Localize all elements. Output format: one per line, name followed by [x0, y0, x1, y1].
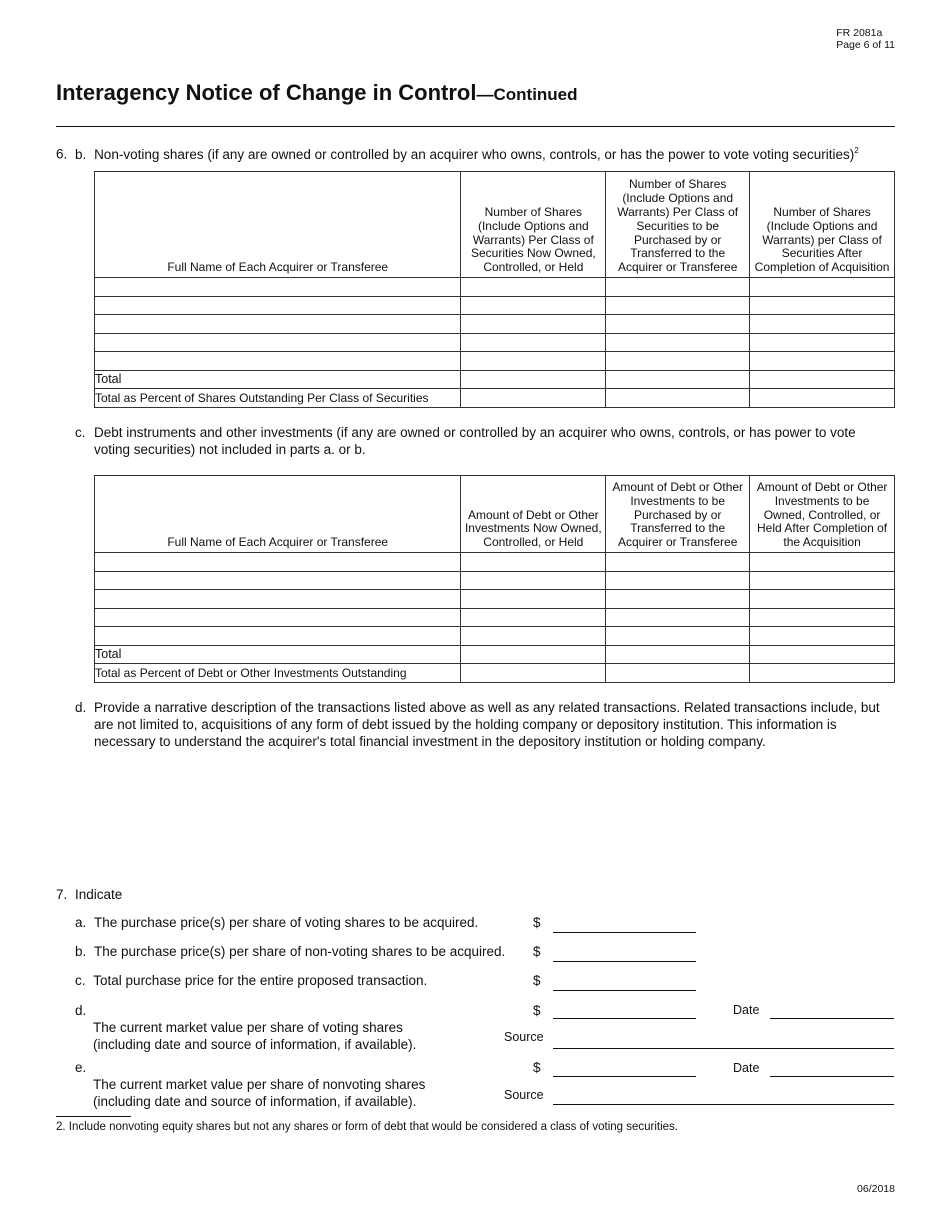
table-row[interactable]	[95, 590, 895, 609]
item-text-line2: (including date and source of information, if available).	[93, 1094, 417, 1109]
table-row[interactable]	[95, 352, 895, 371]
percent-row[interactable]	[95, 389, 895, 408]
item-text-line2: (including date and source of information, if available).	[93, 1037, 417, 1052]
debt-instruments-table	[94, 475, 895, 683]
item-7c	[75, 972, 427, 989]
column-header: Amount of Debt or Other Investments Now Owned, Controlled, or Held	[461, 476, 606, 553]
nonvoting-market-value-field[interactable]	[553, 1060, 696, 1077]
form-number: FR 2081a	[836, 27, 883, 39]
item-7e	[75, 1059, 425, 1110]
voting-market-value-field[interactable]	[553, 1002, 696, 1019]
table-cell[interactable]	[461, 278, 606, 297]
dollar-sign: $	[533, 1003, 541, 1018]
total-label: Total	[95, 645, 461, 664]
table-cell[interactable]	[606, 590, 750, 609]
item-letter: d.	[75, 700, 87, 715]
item-letter: e.	[75, 1060, 87, 1075]
item-letter: a.	[75, 915, 87, 930]
percent-label: Total as Percent of Shares Outstanding Per Class of Securities	[95, 389, 461, 408]
table-row[interactable]	[95, 627, 895, 646]
table-cell[interactable]	[606, 315, 750, 334]
narrative-response-area[interactable]	[94, 760, 895, 870]
question-6c	[75, 424, 895, 458]
footnote-divider	[56, 1116, 131, 1117]
item-text: The purchase price(s) per share of non-voting shares to be acquired.	[94, 944, 506, 959]
percent-row[interactable]	[95, 664, 895, 683]
item-text: The purchase price(s) per share of voting shares to be acquired.	[94, 915, 479, 930]
table-cell[interactable]	[95, 315, 461, 334]
table-cell[interactable]	[750, 333, 895, 352]
question-text: Provide a narrative description of the transactions listed above as well as any related transactions. Related transactions include, but are not limited to, acquisitions of any form of debt issued by the holding company or depository institution. This information is necessary to understand the acquirer's total financial investment in the depository institution or holding company.	[94, 700, 880, 749]
table-cell[interactable]	[606, 296, 750, 315]
source-label: Source	[504, 1088, 544, 1102]
item-letter: b.	[75, 944, 87, 959]
table-row[interactable]	[95, 333, 895, 352]
table-cell[interactable]	[95, 352, 461, 371]
question-text: Debt instruments and other investments (if any are owned or controlled by an acquirer who owns, controls, or has power to vote voting securities) not included in parts a. or b.	[94, 425, 856, 457]
table-cell[interactable]	[461, 315, 606, 334]
table-cell[interactable]	[95, 608, 461, 627]
table-cell[interactable]	[95, 571, 461, 590]
table-row[interactable]	[95, 608, 895, 627]
item-7a	[75, 914, 478, 931]
table-cell[interactable]	[461, 553, 606, 572]
table-cell[interactable]	[606, 571, 750, 590]
table-cell[interactable]	[606, 553, 750, 572]
voting-date-field[interactable]	[770, 1002, 894, 1019]
question-number: 6.	[56, 146, 68, 162]
nonvoting-price-field[interactable]	[553, 945, 696, 962]
question-6d	[75, 699, 895, 750]
column-header: Amount of Debt or Other Investments to be Purchased by or Transferred to the Acquirer or Transferee	[606, 476, 750, 553]
table-cell[interactable]	[750, 389, 895, 408]
voting-price-field[interactable]	[553, 916, 696, 933]
table-cell[interactable]	[461, 296, 606, 315]
table-cell[interactable]	[606, 389, 750, 408]
table-cell[interactable]	[461, 352, 606, 371]
table-cell[interactable]	[95, 627, 461, 646]
column-header: Full Name of Each Acquirer or Transferee	[95, 172, 461, 278]
column-header: Amount of Debt or Other Investments to be Owned, Controlled, or Held After Completion of the Acquisition	[750, 476, 895, 553]
table-cell[interactable]	[461, 608, 606, 627]
item-letter: d.	[75, 1003, 87, 1018]
source-label: Source	[504, 1030, 544, 1044]
title-main: Interagency Notice of Change in Control	[56, 80, 477, 105]
item-text-line1: The current market value per share of voting shares	[93, 1020, 403, 1035]
table-cell[interactable]	[606, 370, 750, 389]
table-cell[interactable]	[461, 627, 606, 646]
item-7d	[75, 1002, 416, 1053]
table-cell[interactable]	[95, 296, 461, 315]
dollar-sign: $	[533, 973, 541, 988]
table-cell[interactable]	[606, 278, 750, 297]
table-cell[interactable]	[461, 590, 606, 609]
table-row[interactable]	[95, 278, 895, 297]
column-header: Full Name of Each Acquirer or Transferee	[95, 476, 461, 553]
table-header-row	[95, 172, 895, 278]
date-label: Date	[733, 1061, 760, 1075]
total-price-field[interactable]	[553, 974, 696, 991]
table-cell[interactable]	[606, 608, 750, 627]
title-suffix: —Continued	[476, 85, 578, 104]
table-cell[interactable]	[95, 333, 461, 352]
percent-label: Total as Percent of Debt or Other Investments Outstanding	[95, 664, 461, 683]
date-label: Date	[733, 1003, 760, 1017]
table-cell[interactable]	[750, 315, 895, 334]
table-header-row	[95, 476, 895, 553]
table-row[interactable]	[95, 571, 895, 590]
footnote-ref: 2	[854, 146, 859, 155]
column-header: Number of Shares (Include Options and Warrants) Per Class of Securities to be Purchased by or Transferred to the Acquirer or Transferee	[606, 172, 750, 278]
table-cell[interactable]	[461, 389, 606, 408]
table-cell[interactable]	[461, 571, 606, 590]
column-header: Number of Shares (Include Options and Warrants) per Class of Securities After Completion of Acquisition	[750, 172, 895, 278]
table-cell[interactable]	[750, 553, 895, 572]
item-text-line1: The current market value per share of nonvoting shares	[93, 1077, 426, 1092]
table-row[interactable]	[95, 296, 895, 315]
question-6b	[56, 142, 906, 163]
table-cell[interactable]	[750, 590, 895, 609]
column-header: Number of Shares (Include Options and Warrants) Per Class of Securities Now Owned, Controlled, or Held	[461, 172, 606, 278]
title-rule	[56, 126, 895, 127]
table-cell[interactable]	[750, 627, 895, 646]
nonvoting-date-field[interactable]	[770, 1060, 894, 1077]
total-row[interactable]	[95, 370, 895, 389]
table-cell[interactable]	[461, 664, 606, 683]
table-cell[interactable]	[750, 571, 895, 590]
table-cell[interactable]	[461, 370, 606, 389]
table-cell[interactable]	[461, 333, 606, 352]
total-row[interactable]	[95, 645, 895, 664]
total-label: Total	[95, 370, 461, 389]
table-cell[interactable]	[606, 333, 750, 352]
non-voting-shares-table	[94, 171, 895, 408]
question-heading: Indicate	[75, 887, 123, 902]
question-number: 7.	[56, 887, 68, 902]
table-cell[interactable]	[606, 627, 750, 646]
table-cell[interactable]	[95, 553, 461, 572]
dollar-sign: $	[533, 915, 541, 930]
table-cell[interactable]	[95, 590, 461, 609]
voting-source-field[interactable]	[553, 1032, 894, 1049]
question-text: Non-voting shares (if any are owned or controlled by an acquirer who owns, controls, or has the power to vote voting securities)	[94, 146, 855, 162]
table-cell[interactable]	[750, 352, 895, 371]
item-letter: c.	[75, 973, 86, 988]
footnote: 2. Include nonvoting equity shares but not any shares or form of debt that would be considered a class of voting securities.	[56, 1121, 678, 1133]
table-cell[interactable]	[750, 645, 895, 664]
table-row[interactable]	[95, 315, 895, 334]
page-title	[56, 80, 578, 106]
form-identifier	[836, 27, 895, 51]
table-cell[interactable]	[750, 608, 895, 627]
table-cell[interactable]	[606, 645, 750, 664]
table-cell[interactable]	[461, 645, 606, 664]
item-7b	[75, 943, 505, 960]
table-cell[interactable]	[606, 352, 750, 371]
table-cell[interactable]	[750, 296, 895, 315]
page-number: Page 6 of 11	[836, 39, 895, 51]
table-cell[interactable]	[750, 664, 895, 683]
table-cell[interactable]	[750, 370, 895, 389]
item-letter: b.	[75, 146, 87, 162]
table-cell[interactable]	[750, 278, 895, 297]
question-7	[56, 886, 122, 903]
dollar-sign: $	[533, 1060, 541, 1075]
table-row[interactable]	[95, 553, 895, 572]
table-cell[interactable]	[95, 278, 461, 297]
item-letter: c.	[75, 425, 86, 440]
nonvoting-source-field[interactable]	[553, 1088, 894, 1105]
dollar-sign: $	[533, 944, 541, 959]
table-cell[interactable]	[606, 664, 750, 683]
item-text: Total purchase price for the entire proposed transaction.	[93, 973, 428, 988]
revision-date: 06/2018	[857, 1183, 895, 1195]
